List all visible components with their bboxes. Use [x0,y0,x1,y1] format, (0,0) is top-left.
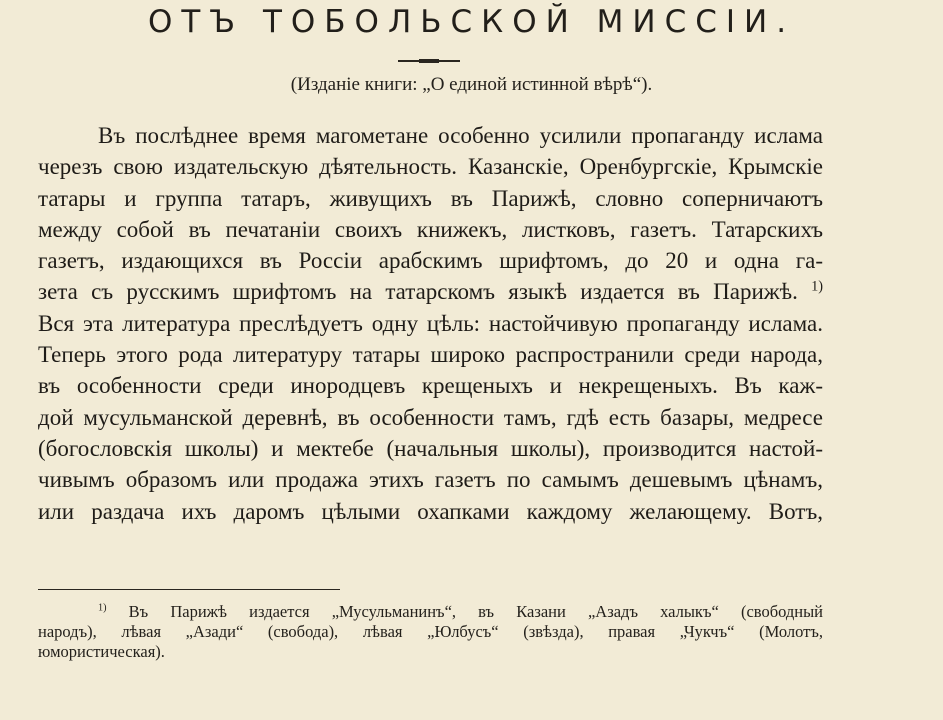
body-line: черезъ свою издательскую дѣятельность. Казанскіе, Оренбургскіе, Крымскіе [38,154,823,180]
body-line-text: зета съ русскимъ шрифтомъ на татарскомъ языкѣ издается въ Парижѣ. [38,279,798,305]
body-line: газетъ, издающихся въ Россіи арабскимъ шрифтомъ, до 20 и одна га- [38,248,823,274]
footnote-reference: 1) [811,278,823,295]
footnote-line: народъ), лѣвая „Азади“ (свобода), лѣвая „Юлбусъ“ (звѣзда), правая „Чукчъ“ (Молотъ, [38,622,823,641]
body-line: (богословскія школы) и мектебе (начальныя школы), производится настой- [38,435,823,461]
body-line: въ особенности среди инородцевъ крещеныхъ и некрещеныхъ. Въ каж- [38,373,823,399]
title-divider-ornament [419,59,439,63]
footnote-line [38,602,823,622]
body-text [38,120,823,527]
footnote-marker: 1) [98,602,107,614]
footnote [38,602,823,662]
body-line: Въ послѣднее время магометане особенно усилили пропаганду ислама [98,123,823,148]
footnote-line-text: Въ Парижѣ издается „Мусульманинъ“, въ Казани „Азадъ халыкъ“ (свободный [128,602,824,621]
body-line: дой мусульманской деревнѣ, въ особенности тамъ, гдѣ есть базары, медресе [38,404,823,430]
body-line: татары и группа татаръ, живущихъ въ Парижѣ, словно соперничаютъ [38,185,823,211]
body-line: чивымъ образомъ или продажа этихъ газетъ по самымъ дешевымъ цѣнамъ, [38,467,823,493]
page-title: ОТЪ ТОБОЛЬСКОЙ МИССІИ. [147,4,796,40]
footnote-divider [38,589,340,590]
page-subtitle: (Изданіе книги: „О единой истинной вѣрѣ“). [290,74,653,95]
body-line: Теперь этого рода литературу татары широко распространили среди народа, [38,342,823,368]
body-line: или раздача ихъ даромъ цѣлыми охапками каждому желающему. Вотъ, [38,498,823,524]
body-line-with-footnote [38,276,823,307]
footnote-line: юмористическая). [38,642,165,661]
body-line: Вся эта литература преслѣдуетъ одну цѣль: настойчивую пропаганду ислама. [38,310,823,336]
body-line: между собой въ печатаніи своихъ книжекъ, листковъ, газетъ. Татарскихъ [38,216,823,242]
